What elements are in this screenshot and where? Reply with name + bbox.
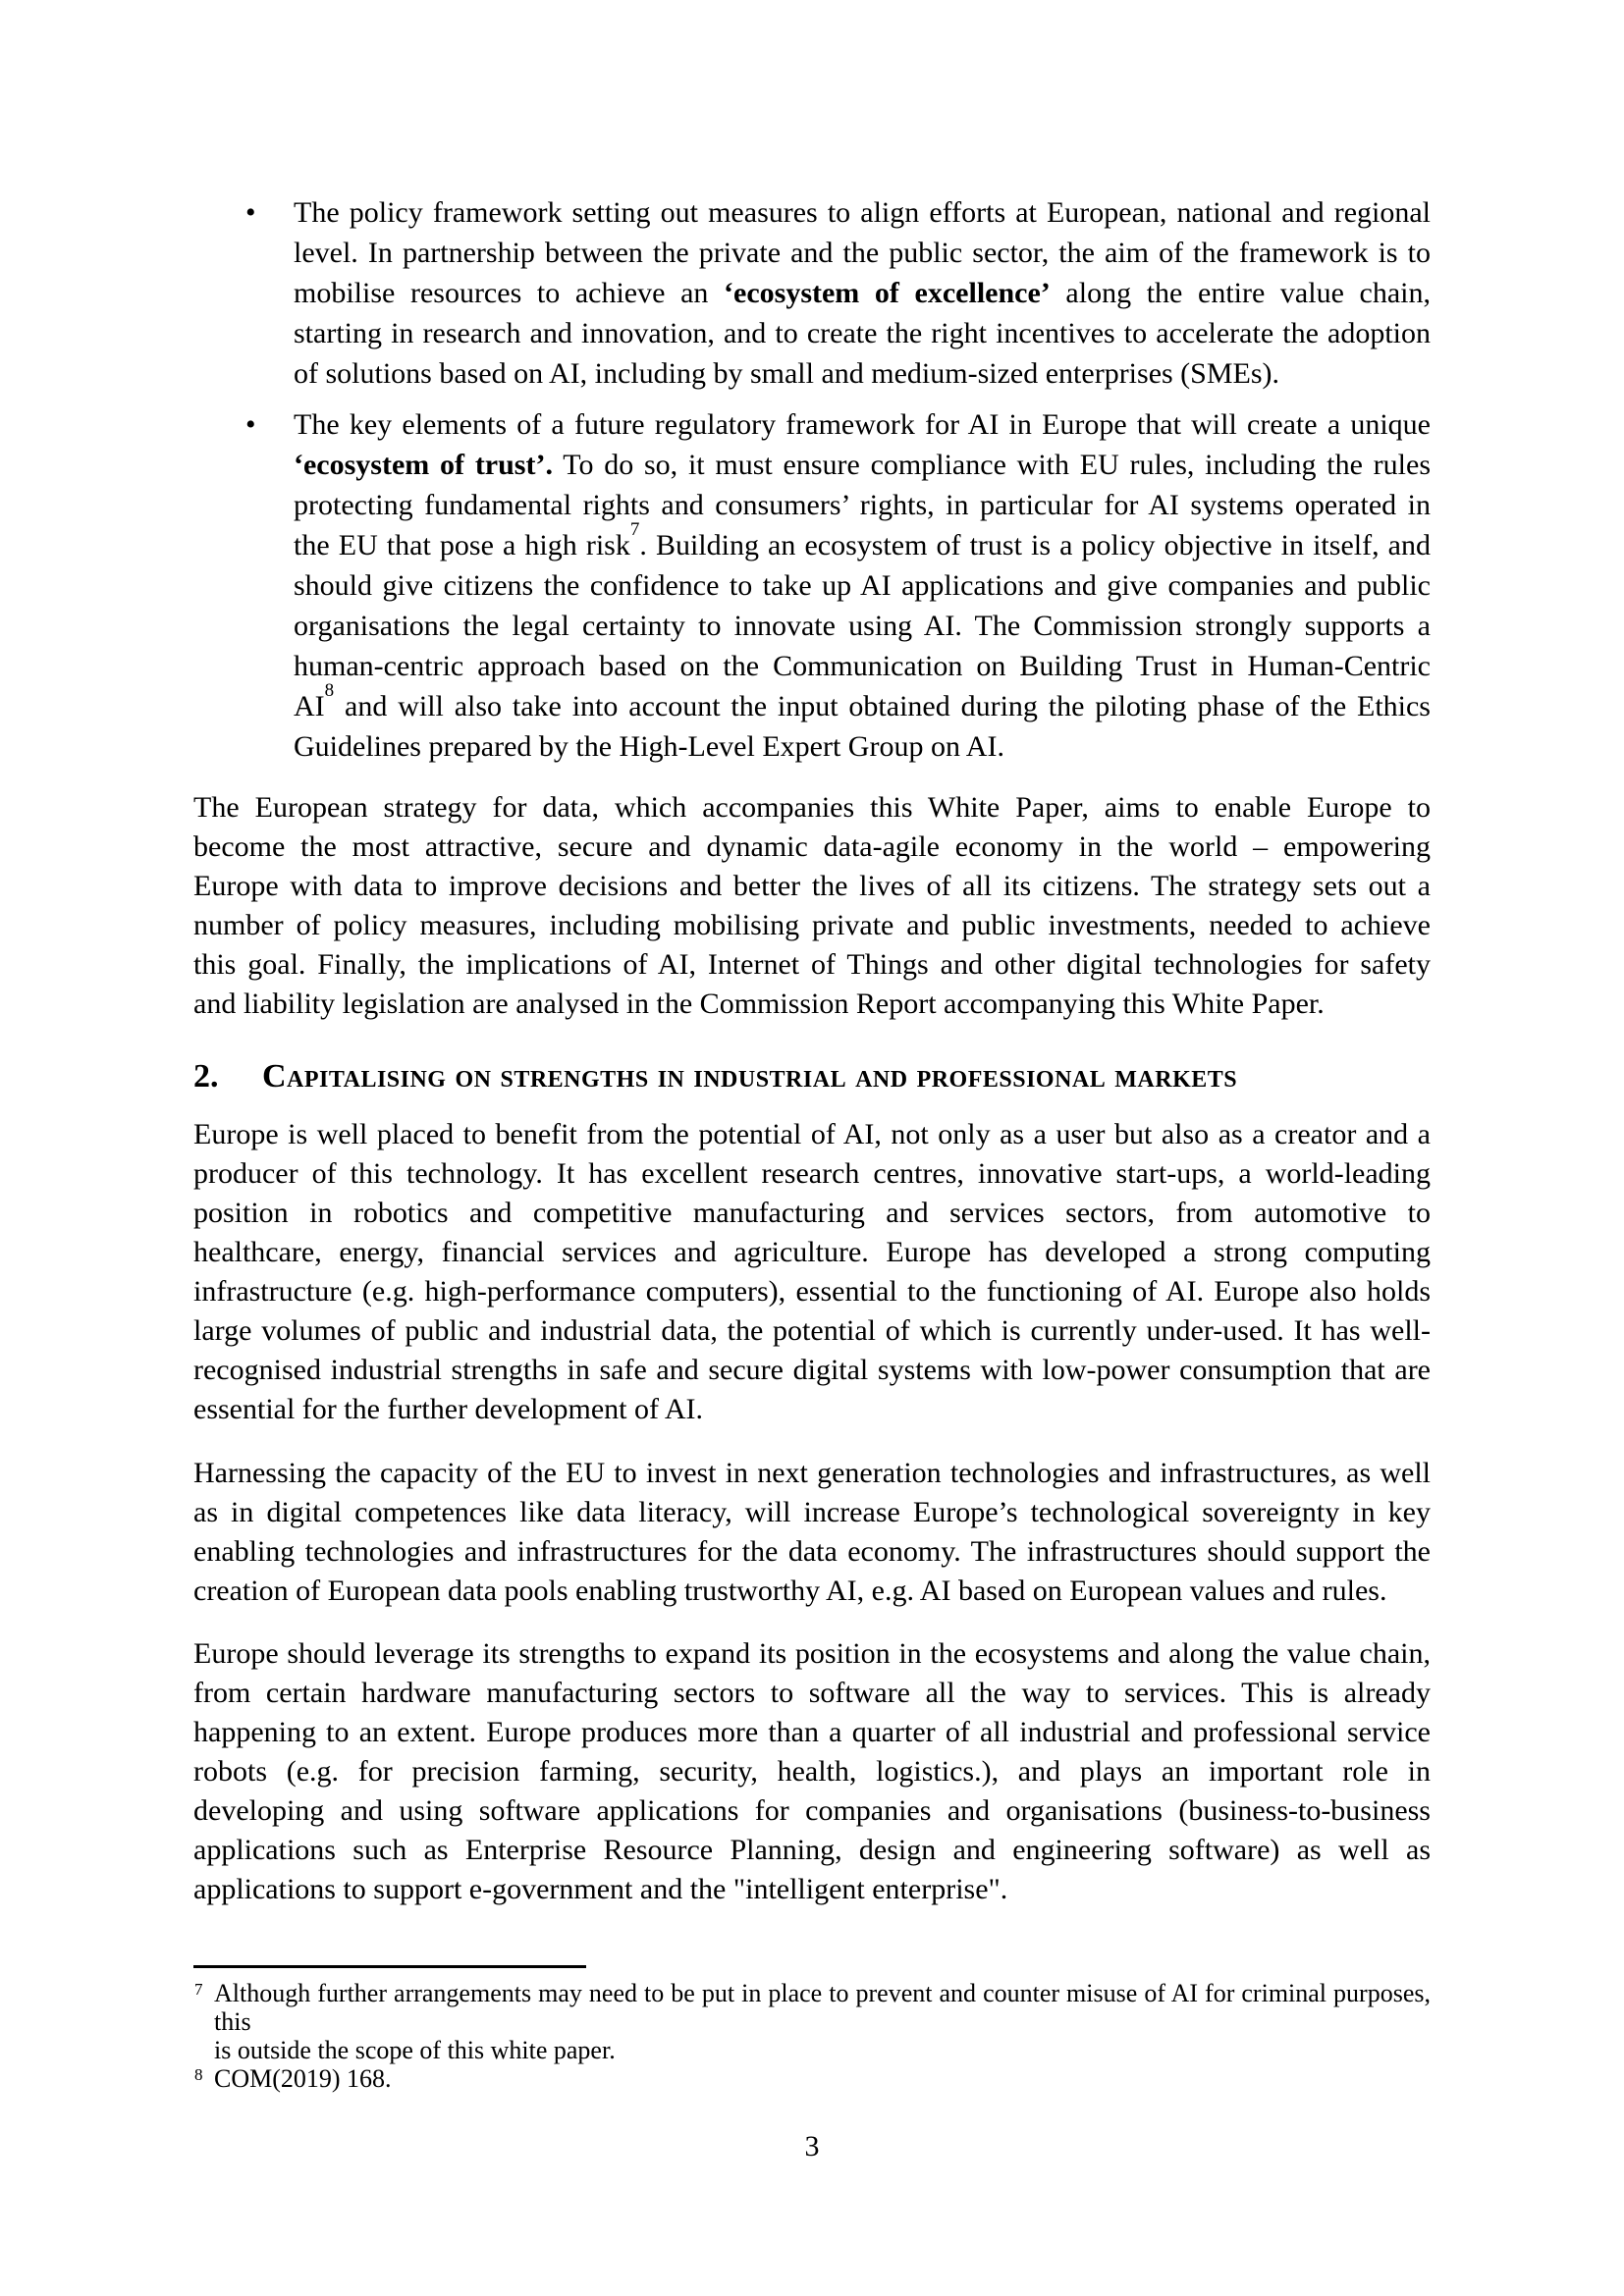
text-segment: healthcare, energy, financial services and agriculture. Europe has developed a strong computing <box>193 1236 1431 1268</box>
text-segment: position in robotics and competitive manufacturing and services sectors, from automotive to <box>193 1197 1431 1229</box>
text-segment: To do so, it must ensure compliance with EU rules, including the rules <box>552 449 1431 481</box>
text-line <box>294 726 1431 767</box>
text-line <box>193 1791 1431 1831</box>
text-segment: Harnessing the capacity of the EU to invest in next generation technologies and infrastructures, as well <box>193 1457 1431 1489</box>
text-line <box>193 985 1431 1024</box>
text-line <box>193 1454 1431 1493</box>
text-segment: applications such as Enterprise Resource Planning, design and engineering software) as well as <box>193 1834 1431 1866</box>
footnote-line: Although further arrangements may need to be put in place to prevent and counter misuse of AI for criminal purposes, this <box>214 1979 1431 2036</box>
text-line <box>193 1572 1431 1611</box>
footnote-list <box>193 1979 1431 2093</box>
document-content <box>193 192 1431 1909</box>
text-segment: mobilise resources to achieve an <box>294 277 725 309</box>
text-line <box>294 273 1431 313</box>
text-segment: the EU that pose a high risk <box>294 529 630 561</box>
bold-text: ‘ecosystem of excellence’ <box>724 277 1051 309</box>
text-segment: Guidelines prepared by the High-Level Expert Group on AI. <box>294 730 1004 763</box>
bullet-item <box>193 404 1431 767</box>
text-line <box>193 1752 1431 1791</box>
paragraph <box>193 1454 1431 1611</box>
text-segment: large volumes of public and industrial data, the potential of which is currently under-used. It has well- <box>193 1314 1431 1347</box>
text-segment: recognised industrial strengths in safe and secure digital systems with low-power consumption that are <box>193 1354 1431 1386</box>
text-line <box>193 1870 1431 1909</box>
text-line <box>294 485 1431 525</box>
text-segment: The policy framework setting out measures to align efforts at European, national and regional <box>294 196 1431 229</box>
text-segment: infrastructure (e.g. high-performance computers), essential to the functioning of AI. Europe also holds <box>193 1275 1431 1308</box>
text-segment: protecting fundamental rights and consumers’ rights, in particular for AI systems operated in <box>294 489 1431 521</box>
page-number: 3 <box>804 2130 820 2163</box>
text-line <box>193 1493 1431 1532</box>
section-number: 2. <box>193 1058 219 1095</box>
text-segment: from certain hardware manufacturing sectors to software all the way to services. This is already <box>193 1677 1431 1709</box>
text-segment: enabling technologies and infrastructures for the data economy. The infrastructures should support the <box>193 1535 1431 1568</box>
paragraph <box>193 1634 1431 1909</box>
bullet-item <box>193 192 1431 394</box>
footnote <box>193 2064 1431 2093</box>
text-line <box>193 1311 1431 1351</box>
footnote-line: COM(2019) 168. <box>214 2064 392 2093</box>
text-line <box>294 606 1431 646</box>
text-line <box>294 680 1431 726</box>
section-title: Capitalising on strengths in industrial and professional markets <box>262 1058 1238 1095</box>
text-segment: become the most attractive, secure and dynamic data-agile economy in the world – empowering <box>193 830 1431 863</box>
text-line <box>193 828 1431 867</box>
footnote-reference: 7 <box>629 519 640 541</box>
text-segment: should give citizens the confidence to take up AI applications and give companies and public <box>294 569 1431 602</box>
footnote-line: is outside the scope of this white paper. <box>214 2036 616 2064</box>
paragraph <box>193 788 1431 1024</box>
text-line <box>294 646 1431 686</box>
text-line <box>193 867 1431 906</box>
text-segment: along the entire value chain, <box>1050 277 1431 309</box>
text-segment: organisations the legal certainty to innovate using AI. The Commission strongly supports a <box>294 610 1431 642</box>
text-segment: and liability legislation are analysed in the Commission Report accompanying this White Paper. <box>193 988 1325 1020</box>
text-segment: developing and using software applications for companies and organisations (business-to-business <box>193 1794 1431 1827</box>
text-segment: happening to an extent. Europe produces more than a quarter of all industrial and professional service <box>193 1716 1431 1748</box>
text-line <box>294 519 1431 565</box>
text-line <box>294 445 1431 485</box>
text-segment: The key elements of a future regulatory framework for AI in Europe that will create a unique <box>294 408 1431 441</box>
text-segment: human-centric approach based on the Communication on Building Trust in Human-Centric <box>294 650 1431 682</box>
bullet-icon: • <box>245 408 256 441</box>
text-segment: as in digital competences like data literacy, will increase Europe’s technological sovereignty in key <box>193 1496 1431 1528</box>
footnote-separator-rule <box>193 1965 586 1968</box>
text-line <box>294 404 1431 445</box>
text-line <box>193 1233 1431 1272</box>
text-line <box>193 1115 1431 1154</box>
text-segment: number of policy measures, including mobilising private and public investments, needed to achieve <box>193 909 1431 941</box>
bullet-icon: • <box>245 196 256 229</box>
text-line <box>294 233 1431 273</box>
text-line <box>193 1154 1431 1194</box>
footnote <box>193 1979 1431 2064</box>
text-line <box>294 565 1431 606</box>
text-segment: The European strategy for data, which accompanies this White Paper, aims to enable Europe to <box>193 791 1431 824</box>
footnote-marker: 7 <box>194 1980 203 1999</box>
text-segment: Europe with data to improve decisions and better the lives of all its citizens. The strategy sets out a <box>193 870 1431 902</box>
text-segment: producer of this technology. It has excellent research centres, innovative start-ups, a world-leading <box>193 1157 1431 1190</box>
text-segment: creation of European data pools enabling trustworthy AI, e.g. AI based on European values and rules. <box>193 1575 1387 1607</box>
text-segment: applications to support e-government and the "intelligent enterprise". <box>193 1873 1008 1905</box>
text-segment: Europe is well placed to benefit from the potential of AI, not only as a user but also as a creator and a <box>193 1118 1431 1150</box>
text-line <box>193 788 1431 828</box>
text-segment: of solutions based on AI, including by small and medium-sized enterprises (SMEs). <box>294 357 1280 390</box>
text-segment: Europe should leverage its strengths to expand its position in the ecosystems and along the value chain, <box>193 1637 1431 1670</box>
text-line <box>193 1351 1431 1390</box>
text-line <box>193 1194 1431 1233</box>
section-heading <box>193 1054 1431 1098</box>
bold-text: ‘ecosystem of trust’. <box>294 449 553 481</box>
text-segment: AI <box>294 690 325 722</box>
footnote-reference: 8 <box>324 680 335 702</box>
paragraph <box>193 1115 1431 1429</box>
text-line <box>193 945 1431 985</box>
text-line <box>193 1272 1431 1311</box>
text-segment: this goal. Finally, the implications of AI, Internet of Things and other digital technologies for safety <box>193 948 1431 981</box>
text-line <box>193 1674 1431 1713</box>
text-line <box>193 1532 1431 1572</box>
text-segment: . Building an ecosystem of trust is a policy objective in itself, and <box>639 529 1431 561</box>
text-line <box>193 1390 1431 1429</box>
footnote-area <box>193 1965 1431 2093</box>
text-segment: and will also take into account the input obtained during the piloting phase of the Ethics <box>334 690 1431 722</box>
text-line <box>294 192 1431 233</box>
text-line <box>193 1634 1431 1674</box>
text-line <box>193 1713 1431 1752</box>
text-line <box>294 313 1431 353</box>
text-line <box>193 1831 1431 1870</box>
text-segment: starting in research and innovation, and to create the right incentives to accelerate the adoption <box>294 317 1431 349</box>
footnote-marker: 8 <box>194 2065 203 2084</box>
text-segment: level. In partnership between the private and the public sector, the aim of the framework is to <box>294 237 1431 269</box>
text-segment: robots (e.g. for precision farming, security, health, logistics.), and plays an important role in <box>193 1755 1431 1788</box>
text-line <box>294 353 1431 394</box>
text-segment: essential for the further development of AI. <box>193 1393 703 1425</box>
text-line <box>193 906 1431 945</box>
